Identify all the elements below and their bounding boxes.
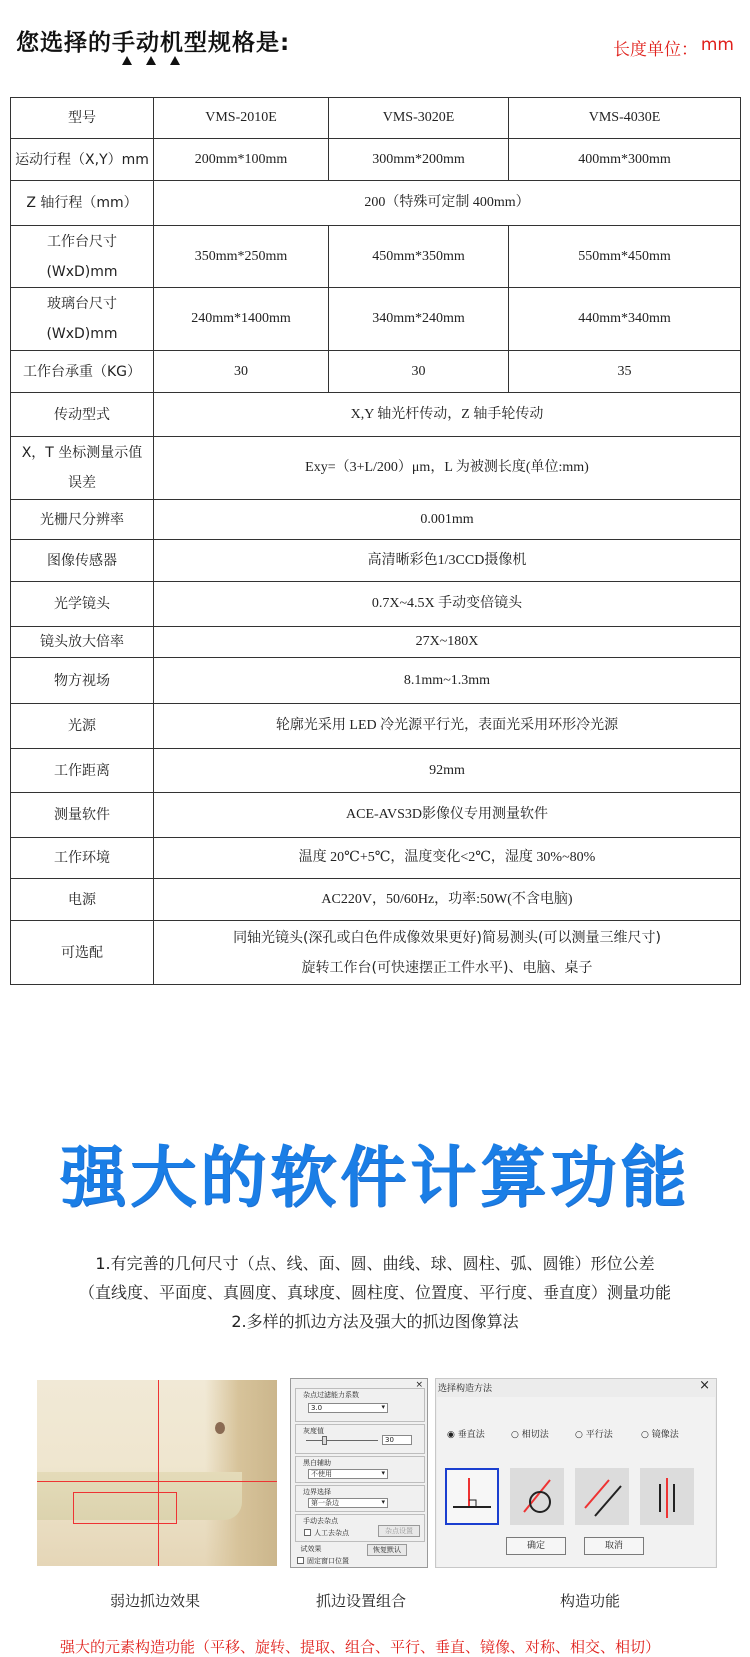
row-value: 8.1mm~1.3mm: [154, 658, 741, 704]
row-label: 工作距离: [11, 749, 154, 793]
photo-spot: [215, 1422, 225, 1434]
row-label: 测量软件: [11, 793, 154, 838]
row-value: 200（特殊可定制 400mm）: [154, 181, 741, 226]
row-value: Exy=（3+L/200）μm，L 为被测长度(单位:mm): [154, 437, 741, 500]
noise-label: 杂点过滤能力系数: [303, 1391, 359, 1399]
gray-slider-track[interactable]: [306, 1440, 378, 1441]
bw-select[interactable]: 不使用 ▾: [308, 1469, 388, 1479]
border-select[interactable]: 第一条边 ▾: [308, 1498, 388, 1508]
dialog-body: [437, 1397, 715, 1567]
row-value: 温度 20℃+5℃，温度变化<2℃，湿度 30%~80%: [154, 838, 741, 879]
table-row: [11, 838, 741, 879]
crosshair-vertical: [158, 1380, 159, 1566]
noise-settings-button[interactable]: 杂点设置: [378, 1525, 420, 1537]
row-label: 电源: [11, 879, 154, 921]
crosshair-horizontal: [37, 1481, 277, 1482]
option-label: 相切法: [521, 1430, 549, 1440]
construct-dialog: [435, 1378, 717, 1568]
page-heading: 您选择的手动机型规格是:: [16, 30, 291, 56]
option-tangent[interactable]: [511, 1427, 549, 1440]
table-row: [11, 351, 741, 393]
perpendicular-tile[interactable]: [445, 1468, 499, 1525]
table-row: [11, 288, 741, 351]
row-value: 200mm*100mm: [154, 139, 329, 181]
parallel-icon: [575, 1468, 629, 1525]
row-label-line: 工作台尺寸: [47, 233, 117, 250]
arrow-up-icon: [170, 56, 180, 65]
row-value: AC220V，50/60Hz，功率:50W(不含电脑): [154, 879, 741, 921]
ok-button[interactable]: 确定: [506, 1537, 566, 1555]
option-mirror[interactable]: [641, 1427, 679, 1440]
table-row: [11, 749, 741, 793]
radio-selected-icon[interactable]: ◉: [447, 1430, 455, 1440]
row-value: 340mm*240mm: [329, 288, 509, 351]
fix-window-label: 固定窗口位置: [307, 1557, 349, 1565]
feature-text: 2.多样的抓边方法及强大的抓边图像算法: [231, 1312, 519, 1331]
border-group: [295, 1485, 425, 1512]
radio-icon[interactable]: ○: [575, 1430, 583, 1440]
noise-select[interactable]: 3.0 ▾: [308, 1403, 388, 1413]
cancel-button[interactable]: 取消: [584, 1537, 644, 1555]
table-row: [11, 582, 741, 627]
radio-icon[interactable]: ○: [641, 1430, 649, 1440]
row-label: 光栅尺分辨率: [11, 500, 154, 540]
row-value: X,Y 轴光杆传动，Z 轴手轮传动: [154, 393, 741, 437]
row-label: [11, 288, 154, 351]
row-value: 300mm*200mm: [329, 139, 509, 181]
table-row: [11, 181, 741, 226]
dialog-title: 选择构造方法: [438, 1384, 493, 1394]
model-cell: VMS-4030E: [509, 98, 741, 139]
table-row: [11, 500, 741, 540]
row-value: 92mm: [154, 749, 741, 793]
caption-construct: 构造功能: [560, 1592, 621, 1610]
row-value: 0.7X~4.5X 手动变倍镜头: [154, 582, 741, 627]
row-value: 30: [329, 351, 509, 393]
row-value: 440mm*340mm: [509, 288, 741, 351]
model-label: 型号: [11, 98, 154, 139]
row-value: 550mm*450mm: [509, 226, 741, 288]
row-label: 运动行程（X,Y）mm: [11, 139, 154, 181]
row-label: [11, 226, 154, 288]
option-label: 镜像法: [651, 1430, 679, 1440]
noise-group: [295, 1388, 425, 1422]
row-label: 镜头放大倍率: [11, 627, 154, 658]
spec-table: [10, 97, 741, 985]
pointer-arrows: [122, 56, 180, 65]
mirror-icon: [640, 1468, 694, 1525]
close-icon[interactable]: ×: [699, 1378, 710, 1393]
option-label: 垂直法: [457, 1430, 485, 1440]
row-label: Z 轴行程（mm）: [11, 181, 154, 226]
table-row: [11, 879, 741, 921]
mirror-tile[interactable]: [640, 1468, 694, 1525]
row-label-line: X，T 坐标测量示值: [21, 445, 143, 461]
row-label-line: (WxD)mm: [46, 326, 118, 342]
tangent-tile[interactable]: [510, 1468, 564, 1525]
table-row: [11, 793, 741, 838]
row-label: 工作台承重（KG）: [11, 351, 154, 393]
unit-label: 长度单位：: [613, 40, 698, 60]
row-value: [154, 921, 741, 985]
arrow-up-icon: [122, 56, 132, 65]
construct-feature-text: 强大的元素构造功能（平移、旋转、提取、组合、平行、垂直、镜像、对称、相交、相切）: [60, 1638, 661, 1656]
model-cell: VMS-2010E: [154, 98, 329, 139]
row-label: 光学镜头: [11, 582, 154, 627]
option-label: 平行法: [585, 1430, 613, 1440]
manual-checkbox[interactable]: [304, 1529, 311, 1536]
edge-capture-box: [73, 1492, 177, 1524]
row-label-line: 误差: [68, 475, 96, 491]
row-value: 高清晰彩色1/3CCD摄像机: [154, 540, 741, 582]
radio-icon[interactable]: ○: [511, 1430, 519, 1440]
table-row: [11, 704, 741, 749]
row-value: 30: [154, 351, 329, 393]
row-value-line: 旋转工作台(可快速摆正工件水平)、电脑、桌子: [301, 959, 593, 976]
gray-slider-thumb[interactable]: [322, 1436, 327, 1445]
table-row: [11, 437, 741, 500]
row-value: 350mm*250mm: [154, 226, 329, 288]
software-title: 强大的软件计算功能: [60, 1139, 690, 1216]
table-row: [11, 658, 741, 704]
bw-group: [295, 1456, 425, 1483]
table-row: [11, 393, 741, 437]
table-row: [11, 921, 741, 985]
arrow-up-icon: [146, 56, 156, 65]
manual-check-label: 人工去杂点: [314, 1529, 349, 1537]
gray-value-field[interactable]: 30: [382, 1435, 412, 1445]
table-row: [11, 226, 741, 288]
model-cell: VMS-3020E: [329, 98, 509, 139]
row-label: 可选配: [11, 921, 154, 985]
parallel-tile[interactable]: [575, 1468, 629, 1525]
caption-weak-edge: 弱边抓边效果: [110, 1592, 201, 1610]
bw-label: 黑白辅助: [303, 1459, 331, 1467]
manual-group: [295, 1514, 425, 1542]
row-label: 图像传感器: [11, 540, 154, 582]
test-effect-button[interactable]: 试效果: [300, 1545, 322, 1553]
unit-value: mm: [700, 35, 734, 55]
row-label: 工作环境: [11, 838, 154, 879]
row-value: 400mm*300mm: [509, 139, 741, 181]
feature-text: （直线度、平面度、真圆度、真球度、圆柱度、位置度、平行度、垂直度）测量功能: [78, 1283, 671, 1302]
tangent-icon: [510, 1468, 564, 1525]
row-value-line: 同轴光镜头(深孔或白色件成像效果更好)简易测头(可以测量三维尺寸): [233, 929, 661, 946]
perpendicular-icon: [447, 1470, 497, 1523]
option-parallel[interactable]: [575, 1427, 613, 1440]
caption-edge-settings: 抓边设置组合: [316, 1592, 407, 1610]
restore-default-button[interactable]: 恢复默认: [367, 1544, 407, 1556]
gray-group: [295, 1424, 425, 1454]
row-label: 传动型式: [11, 393, 154, 437]
row-label: 物方视场: [11, 658, 154, 704]
manual-label: 手动去杂点: [303, 1517, 338, 1525]
row-value: 450mm*350mm: [329, 226, 509, 288]
row-value: 35: [509, 351, 741, 393]
row-label: [11, 437, 154, 500]
row-value: ACE-AVS3D影像仪专用测量软件: [154, 793, 741, 838]
row-label: 光源: [11, 704, 154, 749]
row-value: 27X~180X: [154, 627, 741, 658]
table-row: [11, 540, 741, 582]
row-value: 240mm*1400mm: [154, 288, 329, 351]
gray-label: 灰度值: [303, 1427, 324, 1435]
feature-text: 1.有完善的几何尺寸（点、线、面、圆、曲线、球、圆柱、弧、圆锥）形位公差: [95, 1254, 655, 1273]
weak-edge-image: [37, 1380, 277, 1566]
fix-window-checkbox[interactable]: [297, 1557, 304, 1564]
edge-settings-panel: [290, 1378, 428, 1568]
row-label-line: 玻璃台尺寸: [47, 296, 117, 312]
table-row: [11, 139, 741, 181]
row-label-line: (WxD)mm: [46, 263, 118, 280]
border-label: 边界选择: [303, 1488, 331, 1496]
table-row: [11, 98, 741, 139]
row-value: 0.001mm: [154, 500, 741, 540]
table-row: [11, 627, 741, 658]
close-icon[interactable]: ×: [415, 1380, 423, 1390]
row-value: 轮廓光采用 LED 冷光源平行光，表面光采用环形冷光源: [154, 704, 741, 749]
option-perpendicular[interactable]: [447, 1427, 485, 1440]
